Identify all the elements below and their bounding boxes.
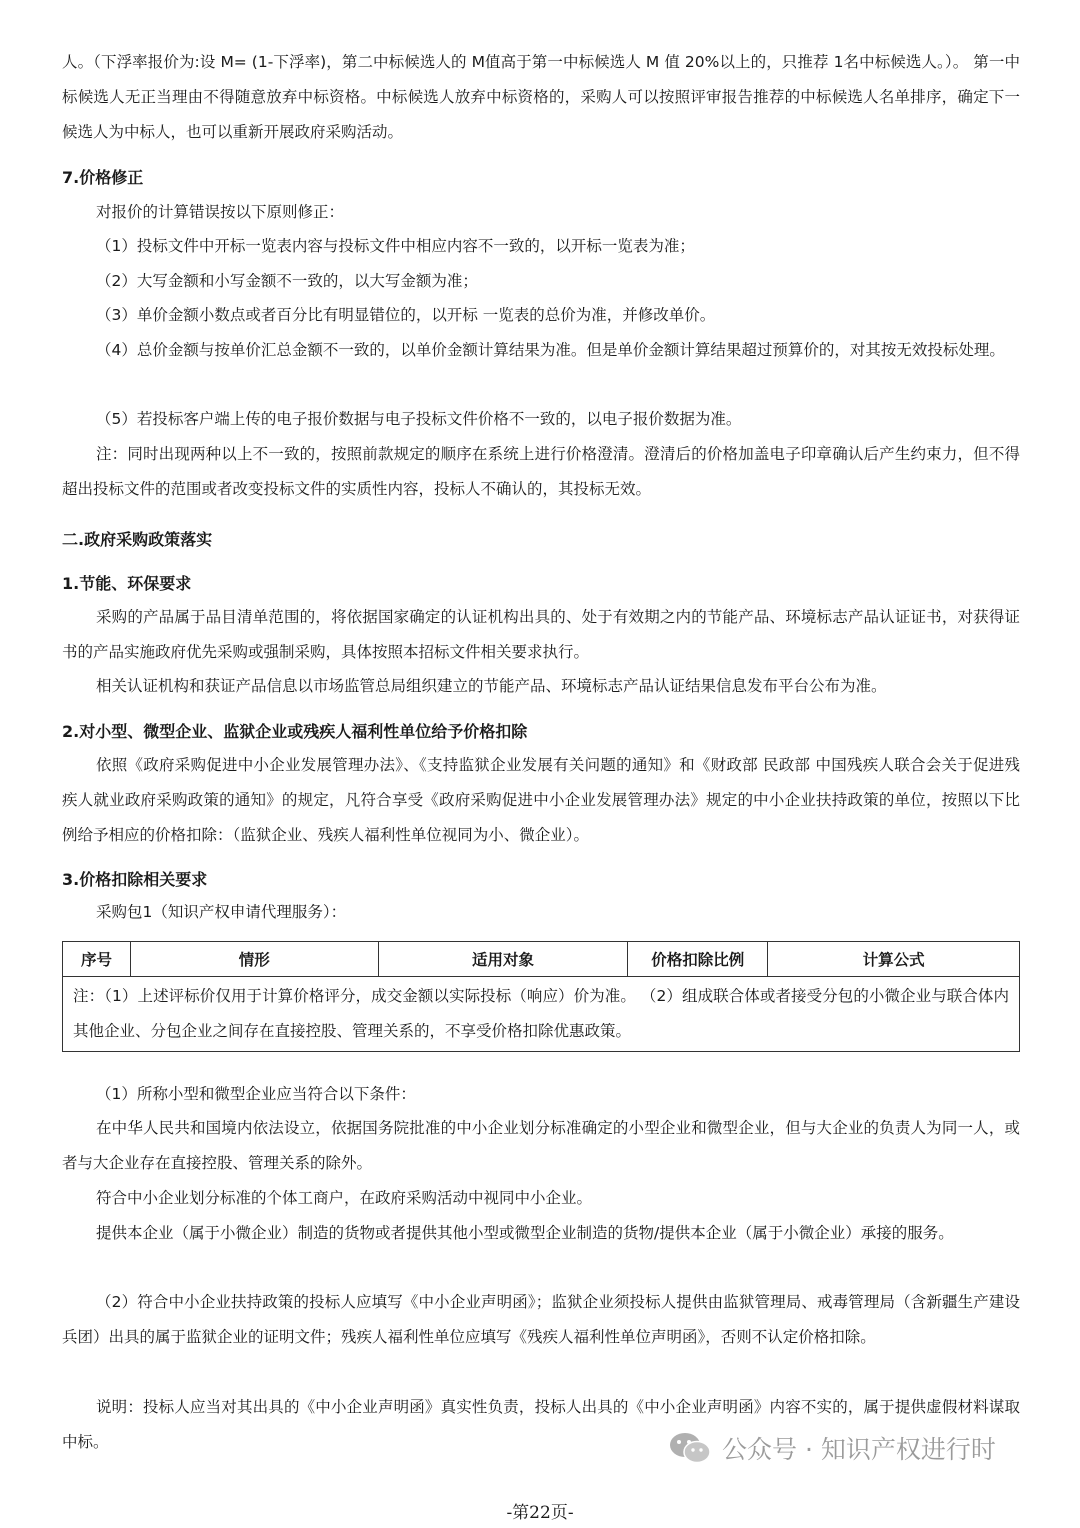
paragraph-correction-4: （4）总价金额与按单价汇总金额不一致的，以单价金额计算结果为准。但是单价金额计算结果超过预算价的，对其按无效投标处理。 [96, 341, 1005, 359]
watermark [668, 1428, 996, 1468]
table-header-situation: 情形 [130, 942, 378, 977]
paragraph-declaration-letters: （2）符合中小企业扶持政策的投标人应填写《中小企业声明函》；监狱企业须投标人提供由监狱管理局、戒毒管理局（含新疆生产建设兵团）出具的属于监狱企业的证明文件；残疾人福利性单位应填写《残疾人福利性单位声明函》，否则不认定价格扣除。 [62, 1293, 1020, 1346]
paragraph-energy-2: 相关认证机构和获证产品信息以市场监管总局组织建立的节能产品、环境标志产品认证结果信息发布平台公布为准。 [96, 677, 887, 695]
paragraph-correction-2: （2）大写金额和小写金额不一致的，以大写金额为准； [96, 272, 478, 290]
paragraph-correction-intro: 对报价的计算错误按以下原则修正： [96, 203, 345, 221]
table-header-deduction-ratio: 价格扣除比例 [628, 942, 768, 977]
paragraph-bid-candidate: 人。（下浮率报价为:设 M= (1-下浮率)，第二中标候选人的 M值高于第一中标候选人 M 值 20%以上的，只推荐 1名中标候选人。）。 第一中标候选人无正当理由不得随意放弃中标资格。中标候选人放弃中标资格的，采购人可以按照评审报告推荐的中标候选人名单排序，确定下一候选人为中标人，也可以重新开展政府采购活动。 [62, 53, 1020, 141]
paragraph-individual-business: 符合中小企业划分标准的个体工商户，在政府采购活动中视同中小企业。 [96, 1189, 593, 1207]
section-heading-policy: 二.政府采购政策落实 [62, 530, 213, 549]
heading-price-deduction: 2.对小型、微型企业、监狱企业或残疾人福利性单位给予价格扣除 [62, 722, 528, 741]
heading-deduction-requirements: 3.价格扣除相关要求 [62, 870, 208, 889]
paragraph-procurement-package: 采购包1（知识产权申请代理服务）： [96, 903, 347, 921]
paragraph-correction-3: （3）单价金额小数点或者百分比有明显错位的，以开标 一览表的总价为准，并修改单价。 [96, 306, 716, 324]
page-number: -第22页- [506, 1503, 574, 1523]
table-row [63, 977, 1020, 1052]
heading-price-correction: 7.价格修正 [62, 168, 144, 187]
table-header-row [63, 942, 1020, 977]
table-header-index: 序号 [63, 942, 131, 977]
paragraph-deduction-basis: 依照《政府采购促进中小企业发展管理办法》、《支持监狱企业发展有关问题的通知》和《财政部 民政部 中国残疾人联合会关于促进残疾人就业政府采购政策的通知》的规定，凡符合享受《政府采购促进中小企业发展管理办法》规定的中小企业扶持政策的单位，按照以下比例给予相应的价格扣除：（监狱企业、残疾人福利性单位视同为小、微企业）。 [62, 756, 1020, 844]
paragraph-correction-note: 注：同时出现两种以上不一致的，按照前款规定的顺序在系统上进行价格澄清。澄清后的价格加盖电子印章确认后产生约束力，但不得超出投标文件的范围或者改变投标文件的实质性内容，投标人不确认的，其投标无效。 [62, 445, 1020, 498]
table-note: 注：（1）上述评标价仅用于计算价格评分，成交金额以实际投标（响应）价为准。 （2）组成联合体或者接受分包的小微企业与联合体内其他企业、分包企业之间存在直接控股、管理关系的，不享受价格扣除优惠政策。 [63, 977, 1020, 1052]
table-header-formula: 计算公式 [768, 942, 1020, 977]
paragraph-goods-services: 提供本企业（属于小微企业）制造的货物或者提供其他小型或微型企业制造的货物/提供本企业（属于小微企业）承接的服务。 [96, 1224, 954, 1242]
paragraph-declaration-responsibility: 说明：投标人应当对其出具的《中小企业声明函》真实性负责，投标人出具的《中小企业声明函》内容不实的，属于提供虚假材料谋取中标。 [62, 1398, 1020, 1451]
paragraph-small-enterprise-definition: 在中华人民共和国境内依法设立，依据国务院批准的中小企业划分标准确定的小型企业和微型企业，但与大企业的负责人为同一人，或者与大企业存在直接控股、管理关系的除外。 [62, 1119, 1020, 1172]
paragraph-energy-1: 采购的产品属于品目清单范围的，将依据国家确定的认证机构出具的、处于有效期之内的节能产品、环境标志产品认证证书，对获得证书的产品实施政府优先采购或强制采购，具体按照本招标文件相关要求执行。 [62, 608, 1020, 661]
heading-energy-saving: 1.节能、环保要求 [62, 574, 192, 593]
paragraph-small-enterprise-conditions: （1）所称小型和微型企业应当符合以下条件： [96, 1085, 416, 1103]
paragraph-correction-5: （5）若投标客户端上传的电子报价数据与电子投标文件价格不一致的，以电子报价数据为准。 [96, 410, 742, 428]
paragraph-correction-1: （1）投标文件中开标一览表内容与投标文件中相应内容不一致的，以开标一览表为准； [96, 237, 695, 255]
price-deduction-table [62, 941, 1020, 1052]
table-header-applicable-object: 适用对象 [378, 942, 628, 977]
watermark-text: 公众号 · 知识产权进行时 [722, 1435, 996, 1464]
wechat-icon [668, 1431, 712, 1465]
